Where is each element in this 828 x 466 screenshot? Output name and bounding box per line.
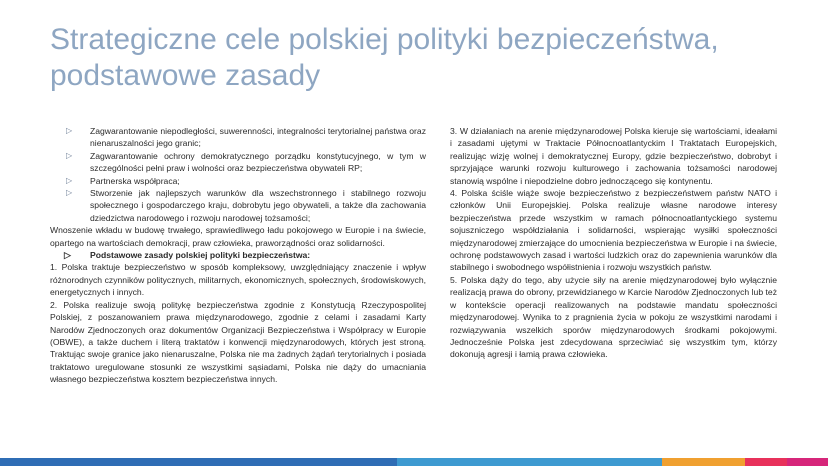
strip-segment <box>397 458 662 466</box>
bullet-item <box>50 125 426 150</box>
footer-color-strip <box>0 458 828 466</box>
strip-segment <box>0 458 397 466</box>
triangle-outline-icon: ▷ <box>66 150 73 160</box>
bullet-text: Zagwarantowanie ochrony demokratycznego porządku konstytucyjnego, w tym w szczególności pełni praw i wolności oraz bezpieczeństwa obywateli RP; <box>90 150 426 174</box>
strip-segment <box>745 458 786 466</box>
bullet-item <box>50 150 426 175</box>
page-title: Strategiczne cele polskiej polityki bezpieczeństwa, podstawowe zasady <box>50 23 719 92</box>
bullet-item <box>50 187 426 224</box>
strip-segment <box>662 458 745 466</box>
bullet-text: Partnerska współpraca; <box>90 175 180 186</box>
strip-segment <box>787 458 828 466</box>
right-column <box>450 125 777 361</box>
bullet-text: Stworzenie jak najlepszych warunków dla wszechstronnego i stabilnego rozwoju społecznego i gospodarczego kraju, dobrobytu jego obywateli, a także dla zachowania dziedzictwa narodowego i rozwoju narodowej tożsamości; <box>90 188 426 223</box>
paragraph-wklad: Wnoszenie wkładu w budowę trwałego, sprawiedliwego ładu pokojowego w Europie i na świecie, opartego na wartościach demokracji, praw człowieka, praworządności oraz solidarności. <box>50 225 426 248</box>
principle-4: 4. Polska ściśle wiąże swoje bezpieczeństwo z bezpieczeństwem państw NATO i członków Unii Europejskiej. Polska realizuje własne narodowe interesy bezpieczeństwa przede wszystkim w ramach północnoatlantyckiego systemu sojuszniczego współdziałania i solidarności, wspierając wysiłki społeczności międzynarodowej zmierzające do umocnienia bezpieczeństwa w Europie i na świecie, ochronę podstawowych zasad i wartości ludzkich oraz do zapewnienia warunków dla stabilnego i swobodnego współistnienia i rozwoju wszystkich państw. <box>450 188 777 273</box>
principle-3: 3. W działaniach na arenie międzynarodowej Polska kieruje się wartościami, ideałami i zasadami ujętymi w Traktacie Północnoatlantyckim I Traktatach Europejskich, realizując wizję wolnej i demokratycznej Europy, gdzie bezpieczeństwo, dobrobyt i sprzyjające warunki rozwoju kulturowego i zachowania tożsamości narodowej stanowią wspólne i niepodzielne dobro jednoczącego się kontynentu. <box>450 126 777 186</box>
left-column <box>50 125 426 386</box>
bullet-text: Zagwarantowanie niepodległości, suwerenności, integralności terytorialnej państwa oraz nienaruszalności jego granic; <box>90 126 426 149</box>
triangle-outline-icon: ▷ <box>66 175 73 185</box>
principles-heading-text: Podstawowe zasady polskiej polityki bezpieczeństwa: <box>90 250 311 261</box>
principle-2: 2. Polska realizuje swoją politykę bezpieczeństwa zgodnie z Konstytucją Rzeczypospolitej Polskiej, z poszanowaniem prawa międzynarodowego, zgodnie z celami i zasadami Karty Narodów Zjednoczonych oraz dokumentów Organizacji Bezpieczeństwa i Współpracy w Europie (OBWE), a także duchem i literą traktatów i konwencji międzynarodowych, których jest stroną. Traktując swoje granice jako nienaruszalne, Polska nie ma żadnych żądań terytorialnych i posiada traktatowo uregulowane stosunki ze wszystkimi sąsiadami, Polska nie dąży do umacniania własnego bezpieczeństwa kosztem bezpieczeństwa innych. <box>50 299 426 385</box>
triangle-outline-icon: ▷ <box>66 188 73 198</box>
triangle-outline-icon: ▷ <box>64 250 71 261</box>
triangle-outline-icon: ▷ <box>66 126 73 135</box>
principles-heading <box>50 249 426 261</box>
principle-5: 5. Polska dąży do tego, aby użycie siły na arenie międzynarodowej było wyłącznie realizacją prawa do obrony, przewidzianego w Karcie Narodów Zjednoczonych lub też w kontekście operacji realizowanych na podstawie mandatu społeczności międzynarodowej. Wynika to z pragnienia życia w pokoju ze wszystkimi narodami i rozwiązywania wszelkich sporów międzynarodowych środkami pokojowymi. Jednocześnie Polska jest zdecydowana sprzeciwiać się wszystkim tym, którzy dokonują agresji i łamią prawa człowieka. <box>450 274 777 360</box>
principle-1: 1. Polska traktuje bezpieczeństwo w sposób kompleksowy, uwzględniający znaczenie i wpływ różnorodnych czynników politycznych, militarnych, ekonomicznych, społecznych, środowiskowych, energetycznych i innych. <box>50 262 426 298</box>
bullet-item <box>50 175 426 187</box>
